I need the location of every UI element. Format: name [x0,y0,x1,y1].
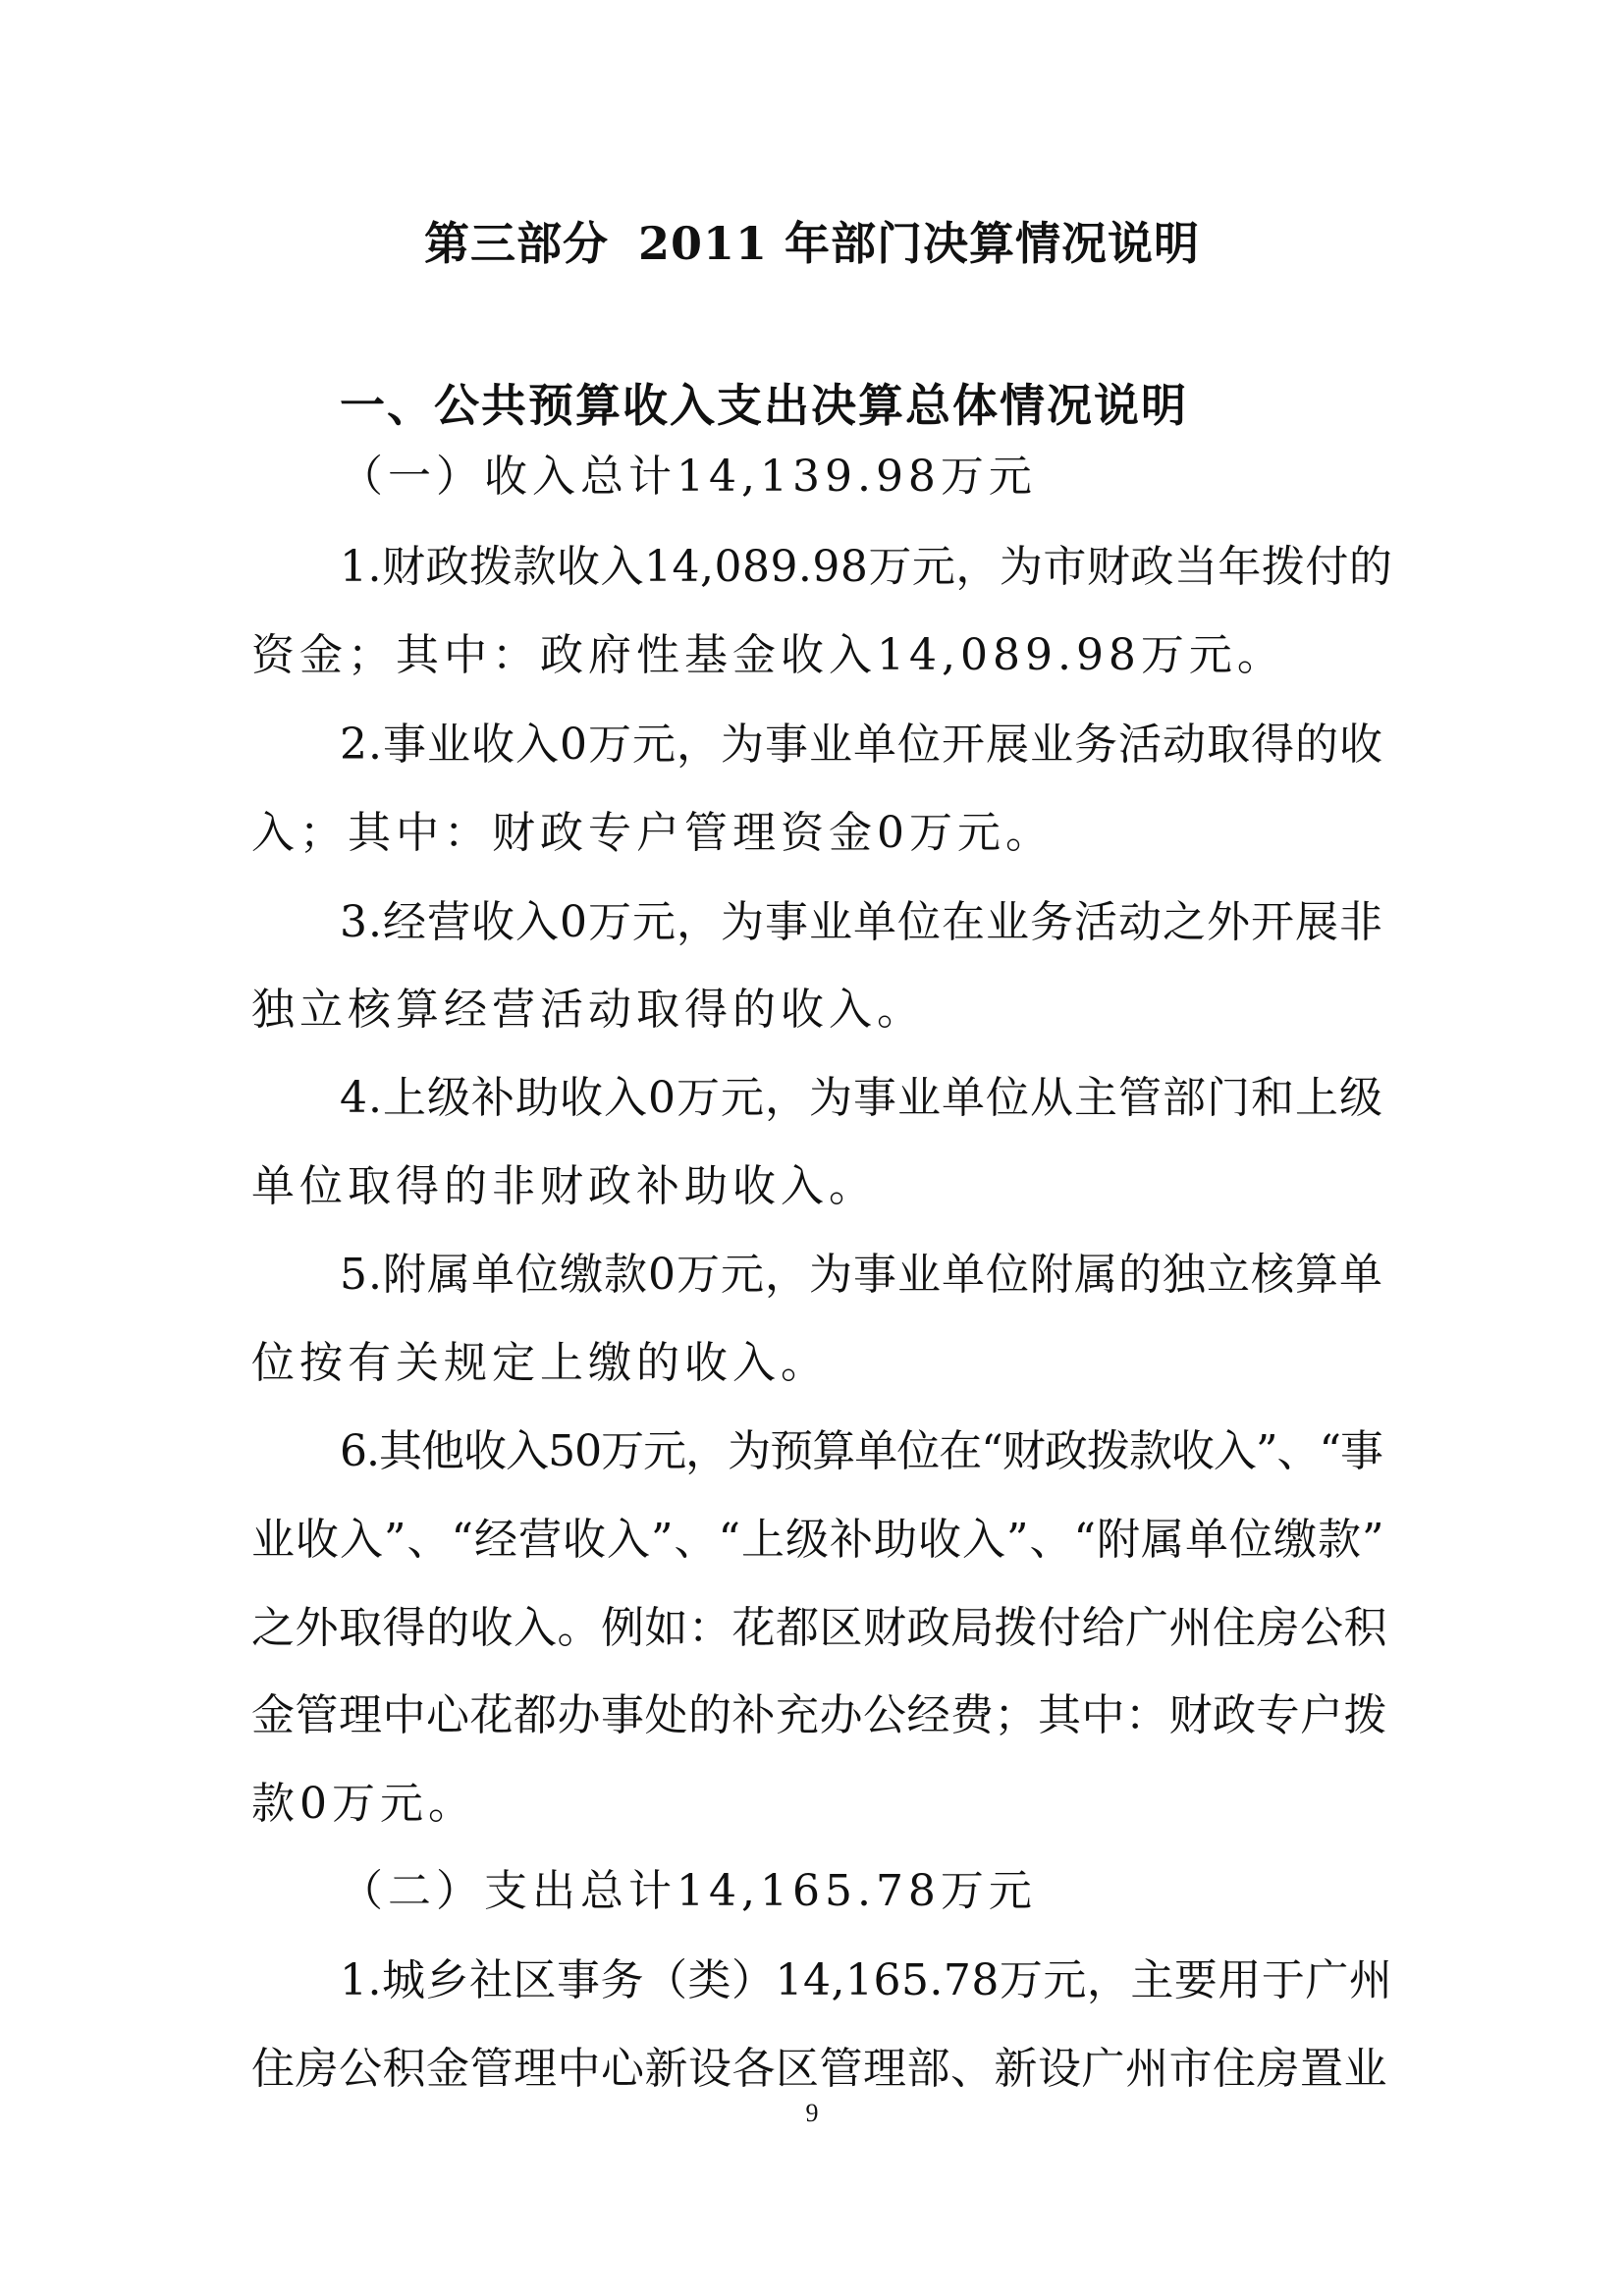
document-title [0,208,1624,273]
title-part: 第三部分 [423,217,609,270]
paragraph-line: 2.事业收入0万元，为事业单位开展业务活动取得的收 [340,720,1383,770]
paragraph-line: 1.财政拨款收入14,089.98万元，为市财政当年拨付的 [340,542,1393,592]
paragraph-line: 之外取得的收入。例如：花都区财政局拨付给广州住房公积 [251,1603,1387,1653]
subsection-expense-total: （二）支出总计14,165.78万元 [340,1866,1037,1916]
subsection-income-total: （一）收入总计14,139.98万元 [340,452,1037,502]
paragraph-line: 业收入”、“经营收入”、“上级补助收入”、“附属单位缴款” [251,1515,1385,1565]
paragraph-line: 4.上级补助收入0万元，为事业单位从主管部门和上级 [340,1073,1383,1123]
title-text: 2011 年部门决算情况说明 [637,217,1201,270]
paragraph-line: 入；其中：财政专户管理资金0万元。 [251,808,1054,858]
paragraph-line: 独立核算经营活动取得的收入。 [251,985,925,1035]
paragraph-line: 金管理中心花都办事处的补充办公经费；其中：财政专户拨 [251,1690,1387,1740]
page-number: 9 [805,2099,819,2127]
paragraph-line: 位按有关规定上缴的收入。 [251,1338,829,1388]
paragraph-line: 住房公积金管理中心新设各区管理部、新设广州市住房置业 [251,2044,1387,2094]
paragraph-line: 款0万元。 [251,1779,476,1829]
paragraph-line: 1.城乡社区事务（类）14,165.78万元，主要用于广州 [340,1955,1393,2005]
paragraph-line: 6.其他收入50万元，为预算单位在“财政拨款收入”、“事 [340,1426,1382,1476]
paragraph-line: 3.经营收入0万元，为事业单位在业务活动之外开展非 [340,897,1383,947]
paragraph-line: 单位取得的非财政补助收入。 [251,1161,877,1211]
section-heading: 一、公共预算收入支出决算总体情况说明 [340,379,1188,432]
paragraph-line: 资金；其中：政府性基金收入14,089.98万元。 [251,630,1285,680]
paragraph-line: 5.附属单位缴款0万元，为事业单位附属的独立核算单 [340,1250,1383,1300]
